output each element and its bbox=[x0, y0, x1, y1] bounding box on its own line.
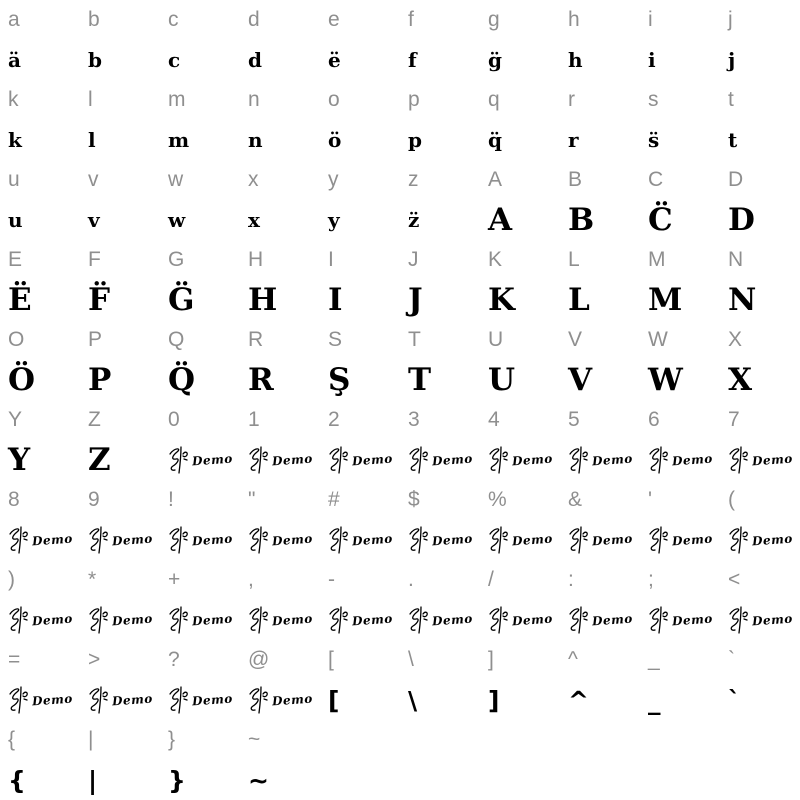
char-glyph: G̈ bbox=[168, 281, 195, 318]
demo-glyph-label: Demo bbox=[31, 611, 74, 629]
char-glyph: R bbox=[248, 361, 274, 398]
char-glyph: } bbox=[168, 765, 186, 795]
char-label: G bbox=[168, 248, 185, 271]
signature-scribble-icon bbox=[88, 606, 110, 634]
signature-scribble-icon bbox=[408, 446, 430, 474]
char-glyph: [ bbox=[328, 685, 340, 715]
char-glyph: z̈ bbox=[408, 208, 420, 232]
demo-glyph-label: Demo bbox=[31, 531, 74, 549]
char-glyph: r bbox=[568, 128, 579, 152]
demo-glyph-label: Demo bbox=[351, 611, 394, 629]
char-glyph: m bbox=[168, 128, 190, 152]
signature-scribble-icon bbox=[648, 526, 670, 554]
char-label: C bbox=[648, 168, 664, 191]
char-label: r bbox=[568, 88, 575, 111]
char-label: R bbox=[248, 328, 264, 351]
demo-glyph-label: Demo bbox=[751, 531, 794, 549]
label-row bbox=[0, 640, 800, 680]
demo-glyph-label: Demo bbox=[111, 531, 154, 549]
char-glyph: F̈ bbox=[88, 281, 111, 318]
char-label: K bbox=[488, 248, 503, 271]
glyph-row bbox=[0, 120, 800, 160]
char-label: [ bbox=[328, 648, 334, 671]
char-glyph: A bbox=[488, 201, 513, 238]
char-glyph: M bbox=[648, 281, 683, 318]
char-label: m bbox=[168, 88, 186, 111]
demo-glyph bbox=[168, 440, 248, 480]
demo-glyph-label: Demo bbox=[111, 691, 154, 709]
char-label: / bbox=[488, 568, 494, 591]
signature-scribble-icon bbox=[328, 446, 350, 474]
demo-glyph bbox=[168, 520, 248, 560]
demo-glyph bbox=[648, 520, 728, 560]
char-label: , bbox=[248, 568, 254, 591]
char-glyph: l bbox=[88, 128, 96, 152]
demo-glyph bbox=[328, 440, 408, 480]
signature-scribble-icon bbox=[408, 526, 430, 554]
demo-glyph bbox=[328, 600, 408, 640]
char-label: ; bbox=[648, 568, 654, 591]
label-row bbox=[0, 80, 800, 120]
char-label: 3 bbox=[408, 408, 420, 431]
demo-glyph-label: Demo bbox=[751, 611, 794, 629]
char-glyph: ` bbox=[728, 685, 741, 715]
signature-scribble-icon bbox=[568, 606, 590, 634]
label-row bbox=[0, 160, 800, 200]
label-row bbox=[0, 240, 800, 280]
char-glyph: p bbox=[408, 128, 422, 152]
char-label: j bbox=[728, 8, 733, 31]
char-label: - bbox=[328, 568, 335, 591]
char-glyph: j bbox=[728, 48, 736, 72]
char-glyph: Ë bbox=[8, 281, 32, 318]
demo-glyph bbox=[88, 520, 168, 560]
demo-glyph-label: Demo bbox=[271, 691, 314, 709]
char-glyph: b bbox=[88, 48, 102, 72]
char-label: 1 bbox=[248, 408, 260, 431]
demo-glyph bbox=[8, 600, 88, 640]
char-glyph: v bbox=[88, 208, 100, 232]
glyph-row bbox=[0, 40, 800, 80]
glyph-row bbox=[0, 760, 800, 800]
char-label: v bbox=[88, 168, 99, 191]
char-label: # bbox=[328, 488, 340, 511]
glyph-row bbox=[0, 440, 800, 480]
char-label: 9 bbox=[88, 488, 100, 511]
char-glyph: f bbox=[408, 48, 417, 72]
char-glyph: Q̈ bbox=[168, 361, 196, 398]
char-label: F bbox=[88, 248, 101, 271]
demo-glyph bbox=[248, 600, 328, 640]
char-glyph: ö bbox=[328, 128, 342, 152]
demo-glyph bbox=[328, 520, 408, 560]
glyph-row bbox=[0, 680, 800, 720]
demo-glyph bbox=[248, 680, 328, 720]
char-label: o bbox=[328, 88, 340, 111]
char-glyph: c bbox=[168, 48, 181, 72]
char-label: ! bbox=[168, 488, 174, 511]
char-label: & bbox=[568, 488, 583, 511]
demo-glyph-label: Demo bbox=[271, 531, 314, 549]
signature-scribble-icon bbox=[168, 446, 190, 474]
char-label: a bbox=[8, 8, 20, 31]
char-label: g bbox=[488, 8, 500, 31]
char-label: Z bbox=[88, 408, 101, 431]
char-label: * bbox=[88, 568, 97, 591]
char-label: ` bbox=[728, 648, 735, 671]
char-label: i bbox=[648, 8, 653, 31]
demo-glyph bbox=[488, 600, 568, 640]
char-label: 5 bbox=[568, 408, 580, 431]
char-label: q bbox=[488, 88, 500, 111]
label-row bbox=[0, 0, 800, 40]
char-label: B bbox=[568, 168, 583, 191]
glyph-row bbox=[0, 600, 800, 640]
demo-glyph bbox=[248, 520, 328, 560]
char-label: + bbox=[168, 568, 181, 591]
demo-glyph-label: Demo bbox=[511, 611, 554, 629]
char-label: s bbox=[648, 88, 659, 111]
char-glyph: ë bbox=[328, 48, 341, 72]
char-glyph: C̈ bbox=[648, 201, 673, 238]
char-label: e bbox=[328, 8, 340, 31]
label-row bbox=[0, 720, 800, 760]
signature-scribble-icon bbox=[488, 446, 510, 474]
char-label: ? bbox=[168, 648, 180, 671]
char-label: D bbox=[728, 168, 744, 191]
demo-glyph-label: Demo bbox=[191, 451, 234, 469]
char-glyph: B bbox=[568, 201, 595, 238]
char-glyph: s̈ bbox=[648, 128, 660, 152]
signature-scribble-icon bbox=[168, 606, 190, 634]
glyph-row bbox=[0, 280, 800, 320]
signature-scribble-icon bbox=[648, 606, 670, 634]
char-glyph: T bbox=[408, 361, 432, 398]
demo-glyph bbox=[8, 520, 88, 560]
demo-glyph bbox=[408, 600, 488, 640]
char-label: I bbox=[328, 248, 334, 271]
demo-glyph-label: Demo bbox=[431, 531, 474, 549]
char-glyph: y bbox=[328, 208, 340, 232]
glyph-row bbox=[0, 520, 800, 560]
char-label: b bbox=[88, 8, 100, 31]
char-label: ] bbox=[488, 648, 494, 671]
char-glyph: q̈ bbox=[488, 128, 502, 152]
signature-scribble-icon bbox=[88, 686, 110, 714]
char-glyph: J bbox=[408, 281, 423, 318]
signature-scribble-icon bbox=[728, 446, 750, 474]
demo-glyph bbox=[648, 600, 728, 640]
char-glyph: d bbox=[248, 48, 262, 72]
char-label: P bbox=[88, 328, 103, 351]
char-label: h bbox=[568, 8, 580, 31]
char-label: Q bbox=[168, 328, 185, 351]
glyph-row bbox=[0, 200, 800, 240]
char-label: T bbox=[408, 328, 421, 351]
demo-glyph bbox=[8, 680, 88, 720]
demo-glyph bbox=[408, 440, 488, 480]
char-label: S bbox=[328, 328, 343, 351]
char-label: U bbox=[488, 328, 504, 351]
demo-glyph-label: Demo bbox=[671, 451, 714, 469]
char-label: W bbox=[648, 328, 668, 351]
char-label: = bbox=[8, 648, 21, 671]
char-glyph: H bbox=[248, 281, 278, 318]
char-label: N bbox=[728, 248, 744, 271]
char-label: } bbox=[168, 728, 176, 751]
char-label: L bbox=[568, 248, 580, 271]
signature-scribble-icon bbox=[568, 526, 590, 554]
demo-glyph-label: Demo bbox=[511, 531, 554, 549]
label-row bbox=[0, 560, 800, 600]
char-glyph: U bbox=[488, 361, 516, 398]
signature-scribble-icon bbox=[88, 526, 110, 554]
char-label: < bbox=[728, 568, 741, 591]
char-label: " bbox=[248, 488, 256, 511]
char-glyph: ~ bbox=[248, 765, 269, 795]
label-row bbox=[0, 320, 800, 360]
char-label: @ bbox=[248, 648, 270, 671]
char-label: 6 bbox=[648, 408, 660, 431]
char-label: > bbox=[88, 648, 101, 671]
char-label: 2 bbox=[328, 408, 340, 431]
demo-glyph bbox=[408, 520, 488, 560]
char-label: : bbox=[568, 568, 574, 591]
demo-glyph bbox=[728, 600, 800, 640]
demo-glyph-label: Demo bbox=[351, 451, 394, 469]
char-glyph: K bbox=[488, 281, 515, 318]
signature-scribble-icon bbox=[168, 686, 190, 714]
glyph-row bbox=[0, 360, 800, 400]
char-label: J bbox=[408, 248, 419, 271]
char-glyph: _ bbox=[648, 685, 661, 715]
char-label: $ bbox=[408, 488, 420, 511]
demo-glyph-label: Demo bbox=[591, 451, 634, 469]
demo-glyph-label: Demo bbox=[351, 531, 394, 549]
demo-glyph-label: Demo bbox=[431, 451, 474, 469]
demo-glyph bbox=[168, 600, 248, 640]
char-label: y bbox=[328, 168, 339, 191]
char-label: M bbox=[648, 248, 666, 271]
demo-glyph-label: Demo bbox=[511, 451, 554, 469]
char-label: f bbox=[408, 8, 414, 31]
char-label: H bbox=[248, 248, 264, 271]
signature-scribble-icon bbox=[568, 446, 590, 474]
signature-scribble-icon bbox=[8, 686, 30, 714]
char-glyph: ] bbox=[488, 685, 500, 715]
demo-glyph-label: Demo bbox=[271, 451, 314, 469]
demo-glyph-label: Demo bbox=[671, 531, 714, 549]
char-label: ' bbox=[648, 488, 653, 511]
char-label: n bbox=[248, 88, 260, 111]
label-row bbox=[0, 480, 800, 520]
demo-glyph bbox=[648, 440, 728, 480]
char-label: 8 bbox=[8, 488, 20, 511]
char-label: % bbox=[488, 488, 507, 511]
char-glyph: L bbox=[568, 281, 590, 318]
demo-glyph bbox=[568, 440, 648, 480]
demo-glyph bbox=[88, 680, 168, 720]
demo-glyph-label: Demo bbox=[591, 531, 634, 549]
signature-scribble-icon bbox=[248, 446, 270, 474]
char-glyph: W bbox=[648, 361, 683, 398]
char-glyph: k bbox=[8, 128, 22, 152]
char-glyph: V bbox=[568, 361, 593, 398]
demo-glyph-label: Demo bbox=[111, 611, 154, 629]
char-glyph: Ş bbox=[328, 361, 351, 398]
char-label: V bbox=[568, 328, 583, 351]
char-label: \ bbox=[408, 648, 414, 671]
signature-scribble-icon bbox=[648, 446, 670, 474]
signature-scribble-icon bbox=[248, 526, 270, 554]
char-glyph: N bbox=[728, 281, 757, 318]
char-glyph: P bbox=[88, 361, 112, 398]
signature-scribble-icon bbox=[728, 526, 750, 554]
char-label: X bbox=[728, 328, 743, 351]
char-glyph: ^ bbox=[568, 685, 589, 715]
char-label: ) bbox=[8, 568, 15, 591]
char-label: 0 bbox=[168, 408, 180, 431]
char-label: l bbox=[88, 88, 93, 111]
demo-glyph bbox=[488, 520, 568, 560]
signature-scribble-icon bbox=[488, 526, 510, 554]
char-label: O bbox=[8, 328, 25, 351]
demo-glyph-label: Demo bbox=[431, 611, 474, 629]
char-glyph: i bbox=[648, 48, 656, 72]
demo-glyph-label: Demo bbox=[671, 611, 714, 629]
char-glyph: Z bbox=[88, 441, 111, 478]
char-label: c bbox=[168, 8, 179, 31]
char-label: _ bbox=[648, 648, 660, 671]
demo-glyph bbox=[168, 680, 248, 720]
char-glyph: h bbox=[568, 48, 583, 72]
char-glyph: ä bbox=[8, 48, 21, 72]
demo-glyph bbox=[88, 600, 168, 640]
char-label: ~ bbox=[248, 728, 261, 751]
signature-scribble-icon bbox=[488, 606, 510, 634]
char-label: ^ bbox=[568, 648, 578, 671]
char-glyph: | bbox=[88, 765, 98, 795]
char-glyph: Ö bbox=[8, 361, 36, 398]
char-glyph: X bbox=[728, 361, 753, 398]
signature-scribble-icon bbox=[408, 606, 430, 634]
signature-scribble-icon bbox=[728, 606, 750, 634]
char-glyph: t bbox=[728, 128, 738, 152]
signature-scribble-icon bbox=[8, 526, 30, 554]
signature-scribble-icon bbox=[328, 526, 350, 554]
char-glyph: Y bbox=[8, 441, 31, 478]
signature-scribble-icon bbox=[328, 606, 350, 634]
demo-glyph bbox=[728, 440, 800, 480]
demo-glyph bbox=[728, 520, 800, 560]
char-label: Y bbox=[8, 408, 23, 431]
demo-glyph-label: Demo bbox=[191, 531, 234, 549]
demo-glyph bbox=[248, 440, 328, 480]
char-label: E bbox=[8, 248, 23, 271]
char-label: | bbox=[88, 728, 94, 751]
demo-glyph-label: Demo bbox=[751, 451, 794, 469]
char-label: { bbox=[8, 728, 16, 751]
signature-scribble-icon bbox=[8, 606, 30, 634]
char-label: ( bbox=[728, 488, 735, 511]
char-glyph: w bbox=[168, 208, 186, 232]
char-glyph: n bbox=[248, 128, 263, 152]
demo-glyph-label: Demo bbox=[191, 691, 234, 709]
char-label: p bbox=[408, 88, 420, 111]
char-label: 4 bbox=[488, 408, 500, 431]
demo-glyph-label: Demo bbox=[271, 611, 314, 629]
char-label: d bbox=[248, 8, 260, 31]
label-row bbox=[0, 400, 800, 440]
char-glyph: { bbox=[8, 765, 26, 795]
char-label: z bbox=[408, 168, 419, 191]
signature-scribble-icon bbox=[168, 526, 190, 554]
char-label: A bbox=[488, 168, 503, 191]
signature-scribble-icon bbox=[248, 606, 270, 634]
demo-glyph bbox=[568, 600, 648, 640]
char-label: x bbox=[248, 168, 259, 191]
char-label: w bbox=[168, 168, 184, 191]
demo-glyph-label: Demo bbox=[31, 691, 74, 709]
char-label: k bbox=[8, 88, 19, 111]
signature-scribble-icon bbox=[248, 686, 270, 714]
char-glyph: D bbox=[728, 201, 755, 238]
demo-glyph-label: Demo bbox=[591, 611, 634, 629]
char-glyph: \ bbox=[408, 685, 418, 715]
char-glyph: g̈ bbox=[488, 48, 502, 72]
char-label: t bbox=[728, 88, 734, 111]
char-glyph: I bbox=[328, 281, 343, 318]
char-label: . bbox=[408, 568, 414, 591]
demo-glyph bbox=[488, 440, 568, 480]
demo-glyph bbox=[568, 520, 648, 560]
demo-glyph-label: Demo bbox=[191, 611, 234, 629]
char-label: 7 bbox=[728, 408, 740, 431]
char-glyph: u bbox=[8, 208, 23, 232]
char-label: u bbox=[8, 168, 20, 191]
char-glyph: x bbox=[248, 208, 260, 232]
